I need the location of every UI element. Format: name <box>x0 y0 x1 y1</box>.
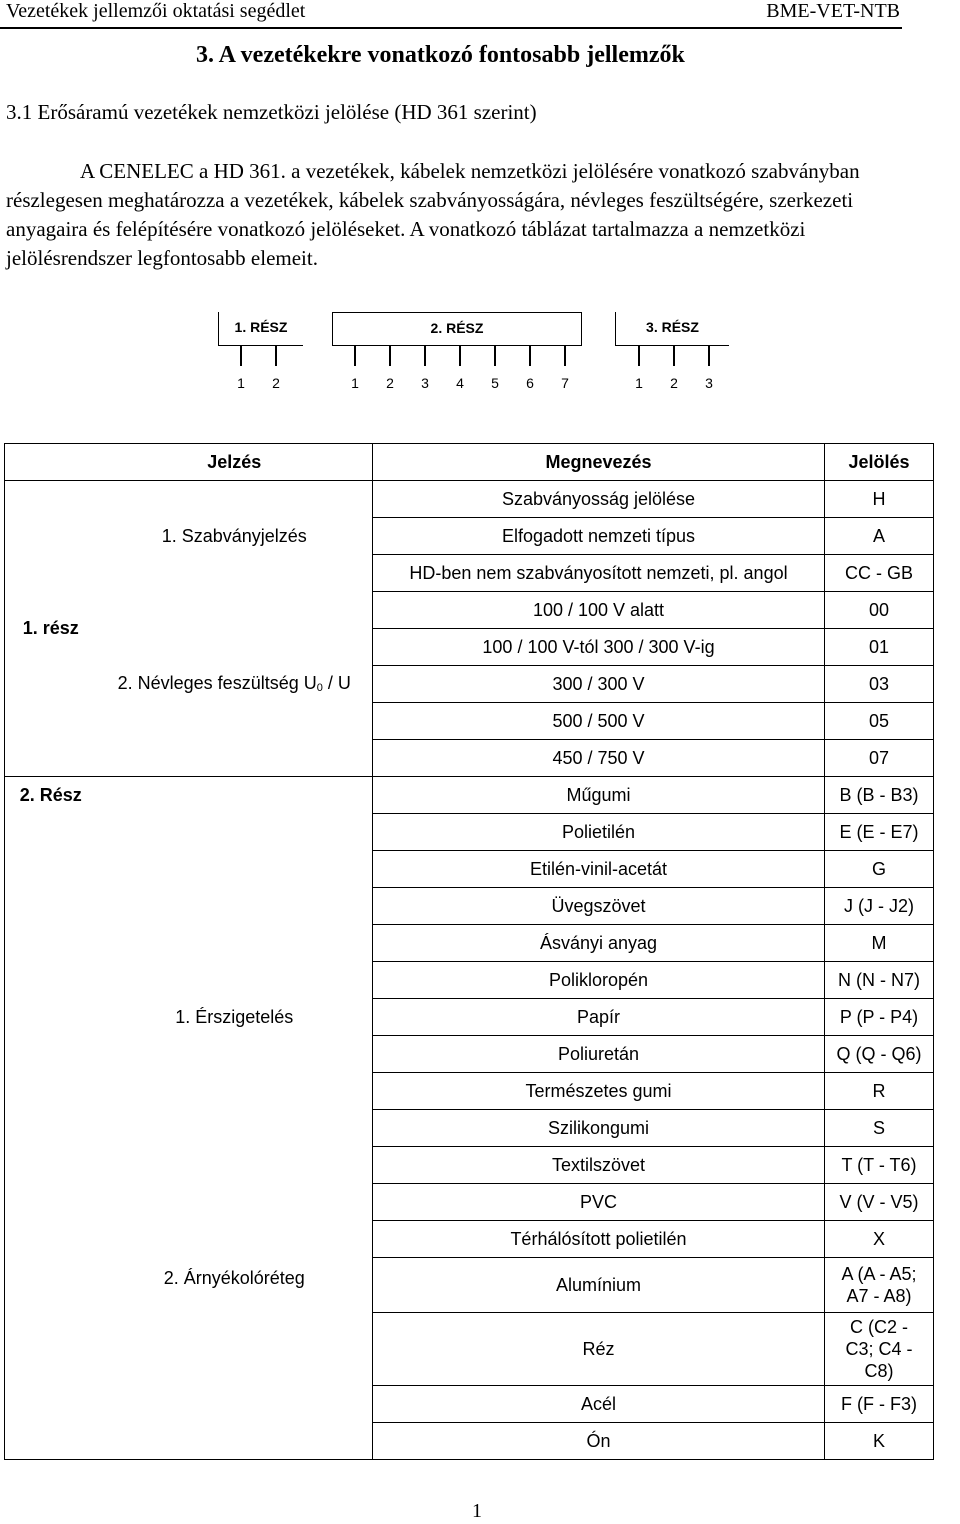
part3-box <box>615 312 729 346</box>
tick <box>354 346 356 366</box>
name-cell: Papír <box>576 1007 621 1027</box>
code-cell: P (P - P4) <box>839 1007 919 1027</box>
page-number: 1 <box>472 1500 482 1522</box>
name-cell: 100 / 100 V-tól 300 / 300 V-ig <box>482 637 715 657</box>
code-cell: 00 <box>868 600 890 620</box>
name-cell: 500 / 500 V <box>552 711 645 731</box>
code-cell: B (B - B3) <box>839 785 919 805</box>
digit: 2 <box>670 375 678 391</box>
designation-table <box>4 443 934 1460</box>
digit: 7 <box>561 375 569 391</box>
part1-label: 1. RÉSZ <box>234 319 288 335</box>
subsection-title: 3.1 Erősáramú vezetékek nemzetközi jelölése (HD 361 szerint) <box>6 100 537 124</box>
intro-paragraph <box>6 157 906 273</box>
part3-label: 3. RÉSZ <box>646 319 699 335</box>
tick <box>708 346 710 366</box>
digit: 3 <box>705 375 713 391</box>
code-cell: G <box>871 859 886 879</box>
group-label: 2. Névleges feszültség $U_0$ / U <box>97 592 373 777</box>
group-label: 1. Érszigetelés <box>97 777 373 1258</box>
table-row <box>5 481 934 518</box>
tick <box>275 346 277 366</box>
code-cell: S <box>872 1118 885 1138</box>
group-label: 2. Árnyékolóréteg <box>97 1258 373 1460</box>
name-cell: PVC <box>579 1192 617 1212</box>
part1-label: 1. rész <box>5 481 97 777</box>
digit: 2 <box>386 375 394 391</box>
name-cell: 300 / 300 V <box>552 674 645 694</box>
name-cell: 450 / 750 V <box>552 748 645 768</box>
tick <box>494 346 496 366</box>
digit: 1 <box>237 375 245 391</box>
col-header-megnevezes: Megnevezés <box>373 444 825 481</box>
tick <box>459 346 461 366</box>
name-cell: Acél <box>580 1394 616 1414</box>
part1-box <box>218 312 303 346</box>
code-cell: N (N - N7) <box>838 970 920 990</box>
col-header-jeloles: Jelölés <box>825 444 934 481</box>
name-cell: Alumínium <box>555 1275 642 1295</box>
col-header-jelzes: Jelzés <box>97 444 373 481</box>
code-cell: 05 <box>868 711 890 731</box>
name-cell: Polikloropén <box>548 970 649 990</box>
code-cell: CC - GB <box>844 563 913 583</box>
code-cell: M <box>871 933 887 953</box>
table-row <box>5 1258 934 1313</box>
section-title: 3. A vezetékekre vonatkozó fontosabb jellemzők <box>196 42 685 68</box>
name-cell: Természetes gumi <box>525 1081 672 1101</box>
code-cell: A (A - A5; A7 - A8) <box>841 1264 917 1306</box>
table-row <box>5 777 934 814</box>
code-cell: A <box>872 526 885 546</box>
name-cell: Textilszövet <box>551 1155 646 1175</box>
digit: 5 <box>491 375 499 391</box>
name-cell: Elfogadott nemzeti típus <box>501 526 696 546</box>
name-cell: Szilikongumi <box>547 1118 650 1138</box>
digit: 6 <box>526 375 534 391</box>
digit: 2 <box>272 375 280 391</box>
table-row <box>5 592 934 629</box>
tick <box>389 346 391 366</box>
code-cell: K <box>872 1431 885 1451</box>
header-divider <box>0 27 902 29</box>
code-cell: 07 <box>868 748 890 768</box>
code-cell: R <box>872 1081 886 1101</box>
code-cell: X <box>872 1229 885 1249</box>
name-cell: HD-ben nem szabványosított nemzeti, pl. angol <box>409 563 788 583</box>
code-cell: C (C2 - C3; C4 - C8) <box>845 1317 913 1381</box>
intro-first-line: A CENELEC a HD 361. a vezetékek, kábelek nemzetközi jelölésére vonatkozó szabványban <box>80 159 860 183</box>
table-header-row <box>5 444 934 481</box>
code-cell: J (J - J2) <box>844 896 914 916</box>
tick <box>529 346 531 366</box>
tick <box>424 346 426 366</box>
digit: 1 <box>635 375 643 391</box>
name-cell: Réz <box>582 1339 615 1359</box>
header-org: BME-VET-NTB <box>766 0 900 22</box>
header-title: Vezetékek jellemzői oktatási segédlet <box>6 0 306 22</box>
code-cell: 03 <box>868 674 890 694</box>
code-cell: Q (Q - Q6) <box>836 1044 922 1064</box>
digit: 4 <box>456 375 464 391</box>
name-cell: Szabványosság jelölése <box>501 489 696 509</box>
code-cell: T (T - T6) <box>841 1155 917 1175</box>
name-cell: 100 / 100 V alatt <box>532 600 665 620</box>
name-cell: Ón <box>586 1431 611 1451</box>
digit: 1 <box>351 375 359 391</box>
group-label: 1. Szabványjelzés <box>97 481 373 592</box>
name-cell: Etilén-vinil-acetát <box>529 859 668 879</box>
code-cell: F (F - F3) <box>841 1394 917 1414</box>
code-cell: E (E - E7) <box>839 822 919 842</box>
part2-label: 2. Rész <box>19 785 82 805</box>
digit: 3 <box>421 375 429 391</box>
part2-box <box>332 312 582 346</box>
tick <box>673 346 675 366</box>
intro-rest: részlegesen meghatározza a vezetékek, kábelek szabványosságára, névleges feszültségére, szerkezeti anyagaira és felépítésére vonatkozó jelöléseket. A vonatkozó táblázat tartalmazza a nemzetközi jelölésrendszer legfontosabb elemeit. <box>6 188 854 270</box>
tick <box>240 346 242 366</box>
name-cell: Polietilén <box>561 822 636 842</box>
code-cell: V (V - V5) <box>839 1192 919 1212</box>
name-cell: Térhálósított polietilén <box>510 1229 687 1249</box>
code-cell: 01 <box>868 637 890 657</box>
name-cell: Ásványi anyag <box>539 933 658 953</box>
part2-label: 2. RÉSZ <box>430 320 484 336</box>
name-cell: Poliuretán <box>557 1044 640 1064</box>
code-cell: H <box>872 489 886 509</box>
tick <box>638 346 640 366</box>
name-cell: Üvegszövet <box>551 896 646 916</box>
tick <box>564 346 566 366</box>
name-cell: Műgumi <box>566 785 631 805</box>
